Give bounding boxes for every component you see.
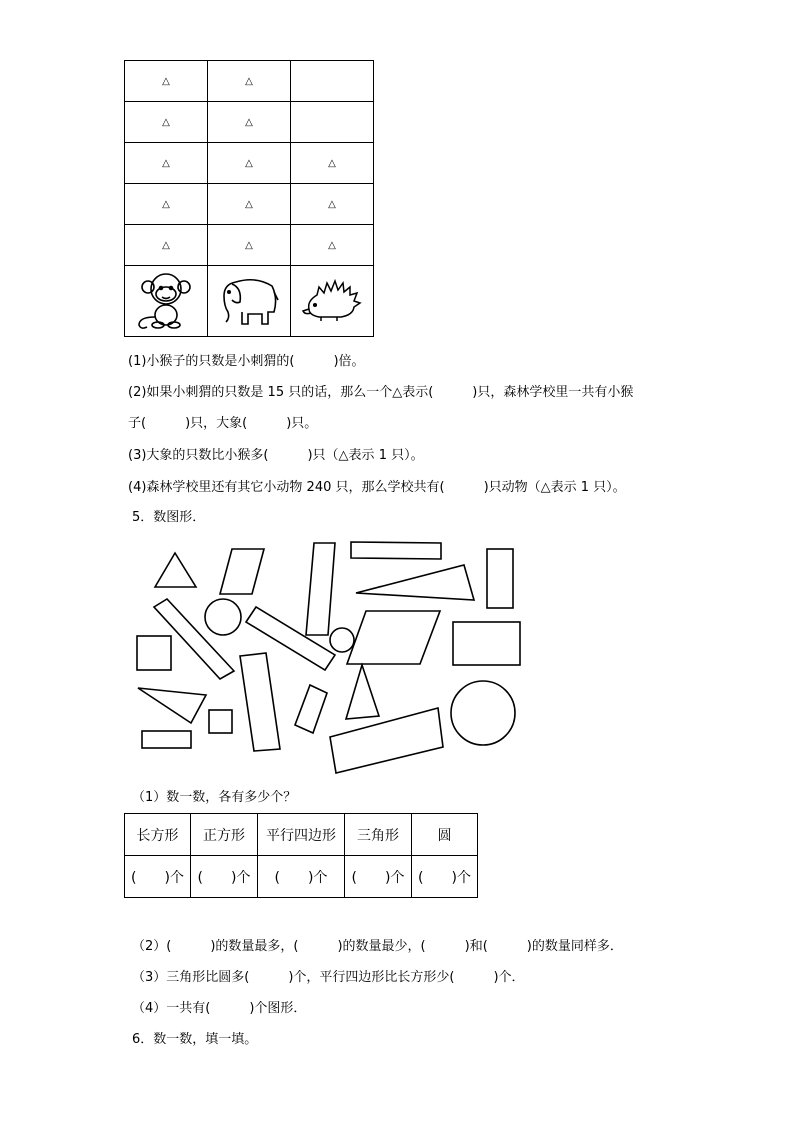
rectangle-shape	[246, 607, 335, 670]
header-rectangle: 长方形	[125, 814, 191, 856]
triangle-mark: △	[125, 143, 208, 184]
triangle-mark: △	[291, 184, 374, 225]
monkey-icon	[133, 269, 199, 331]
section-6-title: 6．数一数，填一填。	[132, 1032, 258, 1047]
question-2: (2)如果小刺猬的只数是 15 只的话，那么一个△表示( )只，森林学校里一共有小猴	[128, 385, 634, 400]
table-row	[125, 184, 374, 225]
answer-parallelogram[interactable]: ( )个	[258, 856, 345, 898]
triangle-mark	[291, 61, 374, 102]
answer-rectangle[interactable]: ( )个	[125, 856, 191, 898]
triangle-mark: △	[208, 102, 291, 143]
rectangle-shape	[154, 599, 234, 679]
elephant-cell	[208, 266, 291, 337]
rectangle-shape	[142, 731, 191, 748]
triangle-mark: △	[208, 143, 291, 184]
circle-shape	[451, 681, 515, 745]
shapes-figure	[130, 535, 530, 780]
rectangle-shape	[453, 622, 520, 665]
question-3: (3)大象的只数比小猴多( )只（△表示 1 只）。	[128, 448, 424, 463]
table-answer-row	[125, 856, 478, 898]
section-5-q3: （3）三角形比圆多( )个，平行四边形比长方形少( )个．	[132, 970, 525, 985]
answer-circle[interactable]: ( )个	[412, 856, 478, 898]
rectangle-shape	[351, 542, 441, 559]
square-shape	[137, 636, 171, 670]
triangle-mark: △	[208, 61, 291, 102]
monkey-cell	[125, 266, 208, 337]
triangle-mark: △	[125, 102, 208, 143]
hedgehog-icon	[297, 275, 367, 325]
answer-square[interactable]: ( )个	[191, 856, 258, 898]
count-table	[124, 813, 478, 898]
triangle-shape	[155, 553, 196, 587]
table-row	[125, 225, 374, 266]
header-parallelogram: 平行四边形	[258, 814, 345, 856]
parallelogram-shape	[220, 549, 264, 594]
parallelogram-shape	[347, 611, 440, 664]
circle-shape	[330, 628, 354, 652]
answer-triangle[interactable]: ( )个	[345, 856, 412, 898]
question-4: (4)森林学校里还有其它小动物 240 只，那么学校共有( )只动物（△表示 1 只）。	[128, 480, 626, 495]
table-row	[125, 61, 374, 102]
elephant-icon	[216, 270, 282, 330]
rectangle-shape	[306, 543, 335, 635]
question-1: (1)小猴子的只数是小刺猬的( )倍。	[128, 354, 365, 369]
table-row	[125, 143, 374, 184]
triangle-mark: △	[291, 143, 374, 184]
section-5-sub1: （1）数一数，各有多少个？	[132, 790, 297, 805]
square-shape	[209, 710, 232, 733]
section-5-q4: （4）一共有( )个图形．	[132, 1001, 307, 1016]
header-triangle: 三角形	[345, 814, 412, 856]
pictograph-table	[124, 60, 374, 337]
triangle-mark: △	[125, 225, 208, 266]
header-circle: 圆	[412, 814, 478, 856]
triangle-mark: △	[291, 225, 374, 266]
circle-shape	[205, 599, 241, 635]
triangle-shape	[138, 688, 206, 723]
animal-row	[125, 266, 374, 337]
rectangle-shape	[240, 653, 280, 751]
question-2-cont: 子( )只，大象( )只。	[128, 416, 318, 431]
table-header-row	[125, 814, 478, 856]
rectangle-shape	[487, 549, 513, 608]
triangle-shape	[346, 665, 379, 719]
hedgehog-cell	[291, 266, 374, 337]
header-square: 正方形	[191, 814, 258, 856]
triangle-mark: △	[125, 184, 208, 225]
section-5-title: 5．数图形．	[132, 510, 206, 525]
triangle-shape	[356, 565, 474, 600]
triangle-mark: △	[125, 61, 208, 102]
triangle-mark: △	[208, 184, 291, 225]
table-row	[125, 102, 374, 143]
section-5-q2: （2）( )的数量最多，( )的数量最少，( )和( )的数量同样多．	[132, 939, 623, 954]
triangle-mark	[291, 102, 374, 143]
triangle-mark: △	[208, 225, 291, 266]
parallelogram-shape	[295, 685, 327, 733]
